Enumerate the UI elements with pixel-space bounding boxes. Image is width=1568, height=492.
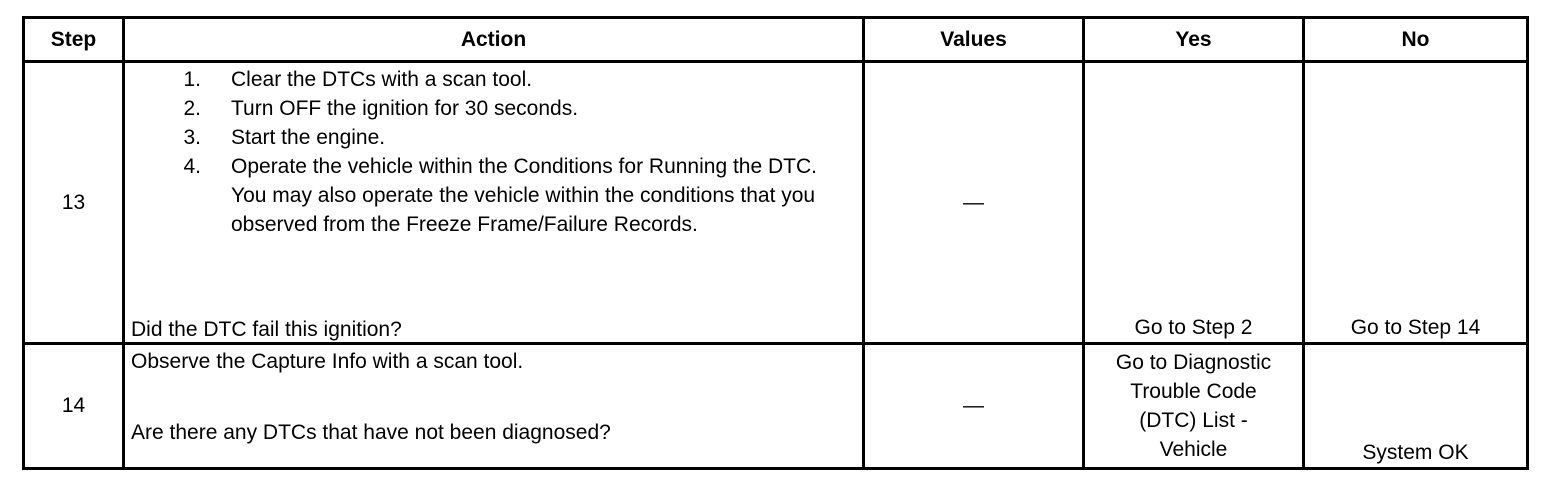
action-list [131, 65, 862, 239]
action-cell [124, 61, 864, 343]
action-cell [124, 343, 864, 468]
action-text: Observe the Capture Info with a scan tool. [131, 349, 524, 373]
values-cell: — [864, 61, 1084, 343]
list-item: 3. Start the engine. [183, 125, 386, 149]
header-action: Action [124, 18, 864, 62]
header-step: Step [24, 18, 124, 62]
list-item: 2. Turn OFF the ignition for 30 seconds. [183, 96, 579, 120]
no-cell: System OK [1304, 343, 1528, 468]
step-number: 14 [24, 343, 124, 468]
question-text: Are there any DTCs that have not been diagnosed? [131, 421, 611, 444]
header-yes: Yes [1084, 18, 1304, 62]
step-number: 13 [24, 61, 124, 343]
table-row [24, 61, 1528, 343]
diagnostic-table [22, 16, 1529, 470]
list-item: 1. Clear the DTCs with a scan tool. [183, 67, 533, 91]
question-text: Did the DTC fail this ignition? [131, 317, 402, 341]
values-cell: — [864, 343, 1084, 468]
list-item: 4. Operate the vehicle within the Conditions for Running the DTC. You may also operate the vehicle within the conditions that you observed from the Freeze Frame/Failure Records. [183, 154, 817, 236]
yes-cell: Go to Step 2 [1084, 61, 1304, 343]
header-no: No [1304, 18, 1528, 62]
yes-cell: Go to Diagnostic Trouble Code (DTC) List - Vehicle [1084, 343, 1304, 468]
no-cell: Go to Step 14 [1304, 61, 1528, 343]
header-values: Values [864, 18, 1084, 62]
table-row [24, 343, 1528, 468]
header-row [24, 18, 1528, 62]
